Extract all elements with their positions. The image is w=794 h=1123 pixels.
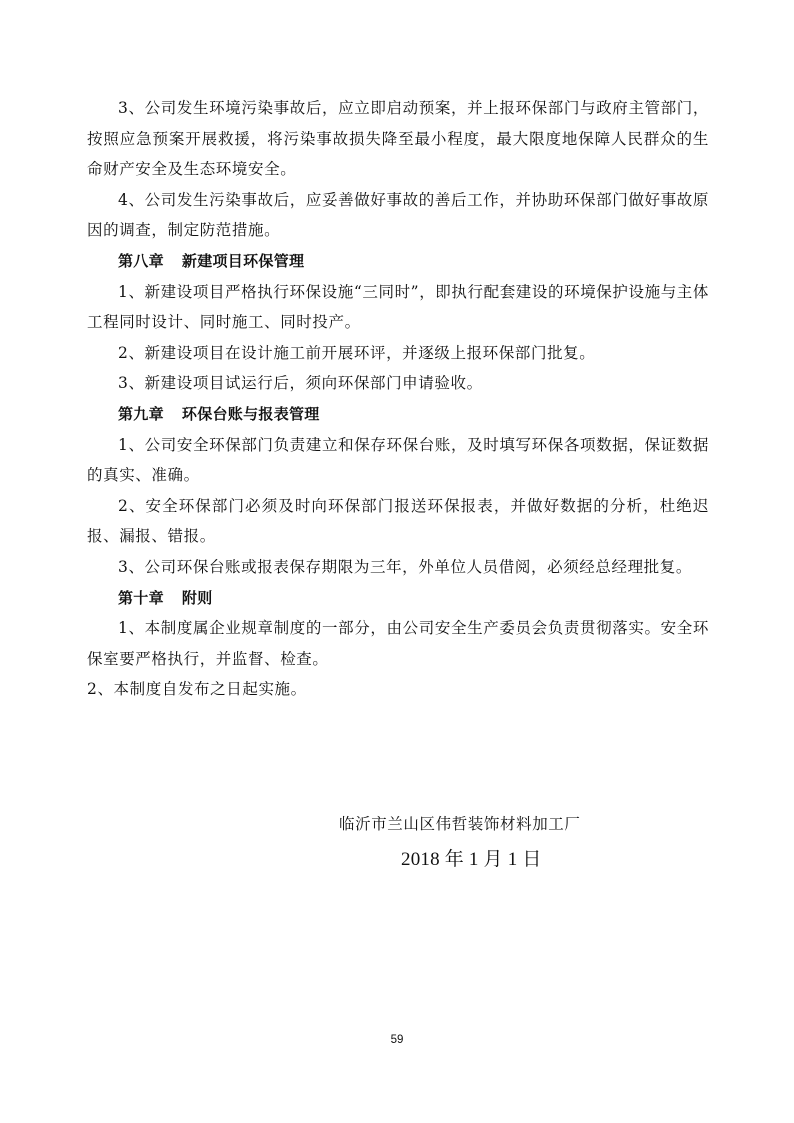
document-body <box>87 93 709 705</box>
chapter-10-heading <box>87 583 709 614</box>
chapter-9-item-1: 1、公司安全环保部门负责建立和保存环保台账，及时填写环保各项数据，保证数据的真实、准确。 <box>87 435 709 485</box>
chapter-8-item-2: 2、新建设项目在设计施工前开展环评，并逐级上报环保部门批复。 <box>118 343 596 362</box>
chapter-10-item-2: 2、本制度自发布之日起实施。 <box>87 680 307 699</box>
chapter-10-title: 附则 <box>181 588 213 607</box>
chapter-8-item-1: 1、新建设项目严格执行环保设施“三同时”，即执行配套建设的环境保护设施与主体工程同时设计、同时施工、同时投产。 <box>87 282 710 332</box>
chapter-9-item-3: 3、公司环保台账或报表保存期限为三年，外单位人员借阅，必须经总经理批复。 <box>118 557 692 576</box>
chapter-10-item-1: 1、本制度属企业规章制度的一部分，由公司安全生产委员会负责贯彻落实。安全环保室要严格执行，并监督、检查。 <box>87 619 709 668</box>
chapter-10-number: 第十章 <box>118 588 164 607</box>
chapter-8-heading <box>87 246 709 277</box>
chapter-8-item-3: 3、新建设项目试运行后，须向环保部门申请验收。 <box>118 374 483 393</box>
page-number: 59 <box>390 1034 404 1046</box>
chapter-9-number: 第九章 <box>118 404 164 423</box>
company-signature: 临沂市兰山区伟哲装饰材料加工厂 <box>339 815 581 833</box>
chapter-9-title: 环保台账与报表管理 <box>181 404 320 423</box>
chapter-9-heading <box>87 399 709 430</box>
paragraph-aftermath: 4、公司发生污染事故后，应妥善做好事故的善后工作，并协助环保部门做好事故原因的调查，制定防范措施。 <box>87 190 709 240</box>
issue-date: 2018 年 1 月 1 日 <box>401 849 542 870</box>
chapter-8-title: 新建项目环保管理 <box>181 251 305 270</box>
paragraph-emergency-response: 3、公司发生环境污染事故后，应立即启动预案，并上报环保部门与政府主管部门，按照应急预案开展救援，将污染事故损失降至最小程度，最大限度地保障人民群众的生命财产安全及生态环境安全。 <box>87 99 709 179</box>
chapter-8-number: 第八章 <box>118 251 164 270</box>
chapter-9-item-2: 2、安全环保部门必须及时向环保部门报送环保报表，并做好数据的分析，杜绝迟报、漏报、错报。 <box>87 496 709 546</box>
